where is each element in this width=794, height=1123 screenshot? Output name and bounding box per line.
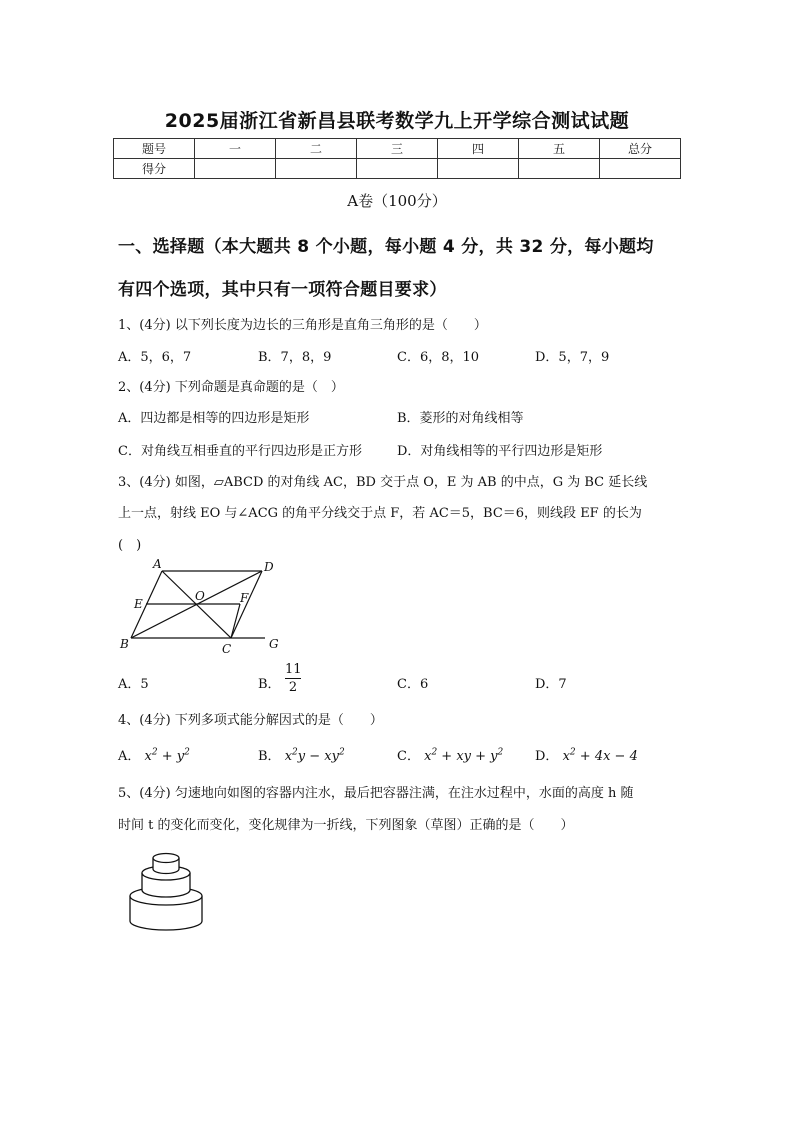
score-header-cell: 五	[519, 139, 600, 159]
score-header-cell: 二	[276, 139, 357, 159]
q2-option-d[interactable]: D．对角线相等的平行四边形是矩形	[397, 444, 603, 459]
q1-option-c[interactable]: C．6，8，10	[397, 350, 480, 365]
part1-heading-line2: 有四个选项，其中只有一项符合题目要求）	[118, 280, 447, 300]
score-header-cell: 三	[357, 139, 438, 159]
fraction-denominator: 2	[288, 680, 298, 695]
q3-stem-line1: 3、(4分) 如图，▱ABCD 的对角线 AC，BD 交于点 O，E 为 AB 的中点，G 为 BC 延长线	[118, 475, 648, 490]
q3-option-c[interactable]: C．6	[397, 677, 429, 692]
q1-option-a[interactable]: A．5，6，7	[118, 350, 192, 365]
q3-label-e: E	[134, 597, 143, 611]
option-letter: C．	[397, 749, 420, 764]
q5-stem-line1: 5、(4分) 匀速地向如图的容器内注水，最后把容器注满，在注水过程中，水面的高度 h 随	[118, 786, 634, 801]
q1-option-d[interactable]: D．5，7，9	[535, 350, 610, 365]
score-row-label: 得分	[114, 159, 195, 179]
q4-option-c-expr: $x^2$ + xy + $y^2$	[424, 747, 504, 764]
q3-option-a[interactable]: A．5	[118, 677, 149, 692]
q4-stem: 4、(4分) 下列多项式能分解因式的是（ ）	[118, 713, 383, 728]
score-header-cell: 一	[195, 139, 276, 159]
q3-option-b[interactable]: B．	[258, 677, 281, 692]
q3-stem-line2: 上一点，射线 EO 与∠ACG 的角平分线交于点 F，若 AC＝5，BC＝6，则线段 EF 的长为	[118, 506, 642, 521]
score-header-cell: 题号	[114, 139, 195, 159]
q3-label-b: B	[120, 637, 129, 651]
q4-option-d-expr: $x^2 + 4x - 4$	[562, 747, 638, 764]
q3-stem-line3: ( )	[118, 538, 142, 553]
q4-option-b-expr: $x^2y - xy^2$	[284, 747, 345, 764]
q2-option-a[interactable]: A．四边都是相等的四边形是矩形	[118, 411, 310, 426]
q4-option-a-expr: $x^2 + y^2$	[144, 747, 190, 764]
q2-option-c[interactable]: C．对角线互相垂直的平行四边形是正方形	[118, 444, 362, 459]
q3-option-d[interactable]: D．7	[535, 677, 567, 692]
q3-label-g: G	[269, 637, 279, 651]
q3-label-f: F	[240, 591, 249, 605]
fraction-numerator: 11	[285, 662, 302, 677]
q1-option-b[interactable]: B．7，8，9	[258, 350, 332, 365]
section-a-heading: A卷（100分）	[347, 192, 447, 210]
q3-label-c: C	[222, 642, 232, 656]
q3-label-a: A	[153, 557, 162, 571]
q3-label-d: D	[264, 560, 274, 574]
score-header-cell: 四	[438, 139, 519, 159]
q2-option-b[interactable]: B．菱形的对角线相等	[397, 411, 524, 426]
score-header-cell: 总分	[600, 139, 681, 159]
option-letter: A．	[118, 749, 141, 764]
q2-stem: 2、(4分) 下列命题是真命题的是（ ）	[118, 380, 344, 395]
page-title: 2025届浙江省新昌县联考数学九上开学综合测试试题	[164, 110, 630, 132]
q1-stem: 1、(4分) 以下列长度为边长的三角形是直角三角形的是（ ）	[118, 318, 487, 333]
option-letter: B．	[258, 749, 281, 764]
q5-stem-line2: 时间 t 的变化而变化，变化规律为一折线，下列图象（草图）正确的是（ ）	[118, 818, 574, 833]
q3-label-o: O	[195, 589, 205, 603]
option-letter: D．	[535, 749, 559, 764]
part1-heading-line1: 一、选择题（本大题共 8 个小题，每小题 4 分，共 32 分，每小题均	[118, 237, 654, 257]
